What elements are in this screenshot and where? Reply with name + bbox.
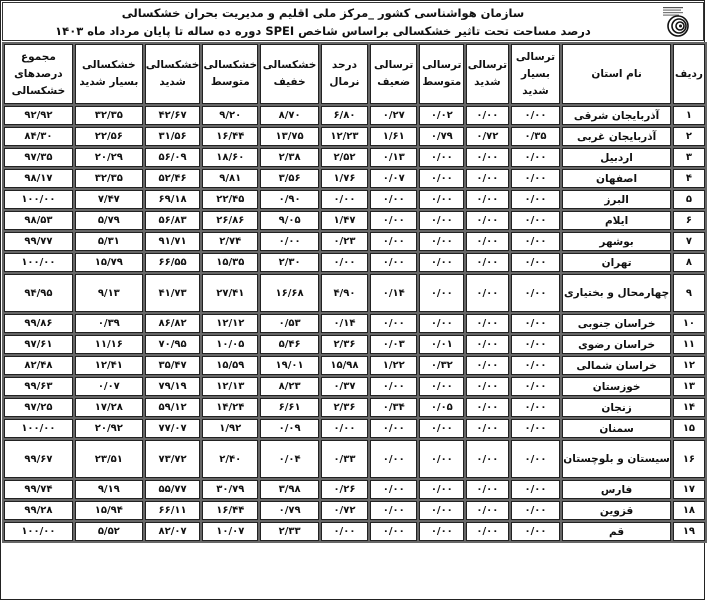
cell-very-severe-drought: ۲۲/۵۶: [75, 127, 143, 146]
cell-normal: ۶/۸۰: [321, 106, 368, 125]
col-total-drought: مجموع درصدهای خشکسالی: [4, 44, 73, 104]
table-row: [4, 190, 705, 209]
cell-mild-drought: ۸/۷۰: [260, 106, 319, 125]
cell-mild-drought: ۰/۰۴: [260, 440, 319, 478]
cell-moderate-drought: ۱۵/۳۵: [202, 253, 258, 272]
cell-weak-wet: ۰/۰۷: [370, 169, 418, 188]
cell-total-drought: ۸۴/۳۰: [4, 127, 73, 146]
cell-moderate-drought: ۹/۸۱: [202, 169, 258, 188]
cell-severe-drought: ۶۶/۱۱: [145, 501, 201, 520]
cell-weak-wet: ۰/۲۷: [370, 106, 418, 125]
cell-normal: ۱۲/۲۳: [321, 127, 368, 146]
province-name: خراسان جنوبی: [562, 314, 671, 333]
organization-title: سازمان هواشناسی کشور _مرکز ملی اقلیم و مدیریت بحران خشکسالی: [121, 6, 525, 20]
cell-severe-drought: ۸۲/۰۷: [145, 522, 201, 541]
cell-moderate-wet: ۰/۰۱: [419, 335, 464, 354]
cell-weak-wet: ۰/۰۰: [370, 440, 418, 478]
table-row: [4, 522, 705, 541]
province-name: آذربایجان شرقی: [562, 106, 671, 125]
province-name: خوزستان: [562, 377, 671, 396]
cell-very-severe-drought: ۰/۳۹: [75, 314, 143, 333]
cell-total-drought: ۹۸/۱۷: [4, 169, 73, 188]
cell-moderate-wet: ۰/۰۰: [419, 419, 464, 438]
cell-mild-drought: ۸/۲۳: [260, 377, 319, 396]
cell-very-severe-wet: ۰/۰۰: [511, 232, 561, 251]
table-row: [4, 127, 705, 146]
col-weak-wet: ترسالی ضعیف: [370, 44, 418, 104]
cell-normal: ۰/۱۴: [321, 314, 368, 333]
province-name: چهارمحال و بختیاری: [562, 274, 671, 312]
cell-very-severe-drought: ۱۵/۹۴: [75, 501, 143, 520]
cell-total-drought: ۹۹/۶۳: [4, 377, 73, 396]
province-name: بوشهر: [562, 232, 671, 251]
cell-severe-wet: ۰/۰۰: [466, 377, 509, 396]
col-row-number: ردیف: [673, 44, 705, 104]
cell-mild-drought: ۰/۹۰: [260, 190, 319, 209]
cell-severe-wet: ۰/۰۰: [466, 106, 509, 125]
cell-mild-drought: ۰/۷۹: [260, 501, 319, 520]
row-number: ۱۸: [673, 501, 705, 520]
table-row: [4, 356, 705, 375]
cell-moderate-wet: ۰/۰۰: [419, 253, 464, 272]
row-number: ۹: [673, 274, 705, 312]
drought-table: [2, 42, 707, 543]
cell-very-severe-wet: ۰/۳۵: [511, 127, 561, 146]
row-number: ۶: [673, 211, 705, 230]
cell-moderate-drought: ۱۲/۱۳: [202, 377, 258, 396]
cell-mild-drought: ۹/۰۵: [260, 211, 319, 230]
cell-very-severe-wet: ۰/۰۰: [511, 480, 561, 499]
cell-moderate-wet: ۰/۰۰: [419, 480, 464, 499]
cell-total-drought: ۹۷/۳۵: [4, 148, 73, 167]
table-row: [4, 480, 705, 499]
cell-severe-wet: ۰/۰۰: [466, 398, 509, 417]
cell-moderate-wet: ۰/۰۰: [419, 522, 464, 541]
cell-very-severe-drought: ۹/۱۹: [75, 480, 143, 499]
province-name: البرز: [562, 190, 671, 209]
cell-severe-drought: ۵۶/۰۹: [145, 148, 201, 167]
cell-normal: ۴/۹۰: [321, 274, 368, 312]
cell-very-severe-drought: ۷/۴۷: [75, 190, 143, 209]
cell-severe-drought: ۹۱/۷۱: [145, 232, 201, 251]
cell-very-severe-wet: ۰/۰۰: [511, 377, 561, 396]
cell-very-severe-wet: ۰/۰۰: [511, 106, 561, 125]
province-name: سیستان و بلوچستان: [562, 440, 671, 478]
cell-total-drought: ۹۹/۷۷: [4, 232, 73, 251]
cell-weak-wet: ۰/۰۰: [370, 211, 418, 230]
cell-severe-wet: ۰/۰۰: [466, 148, 509, 167]
cell-severe-wet: ۰/۰۰: [466, 314, 509, 333]
cell-very-severe-wet: ۰/۰۰: [511, 501, 561, 520]
cell-moderate-wet: ۰/۳۲: [419, 356, 464, 375]
cell-normal: ۰/۰۰: [321, 522, 368, 541]
cell-moderate-drought: ۱۰/۰۵: [202, 335, 258, 354]
cell-mild-drought: ۳/۹۸: [260, 480, 319, 499]
table-row: [4, 335, 705, 354]
cell-total-drought: ۱۰۰/۰۰: [4, 190, 73, 209]
cell-very-severe-wet: ۰/۰۰: [511, 211, 561, 230]
row-number: ۱۷: [673, 480, 705, 499]
row-number: ۱۰: [673, 314, 705, 333]
col-province: نام استان: [562, 44, 671, 104]
cell-mild-drought: ۱۶/۶۸: [260, 274, 319, 312]
cell-weak-wet: ۰/۳۴: [370, 398, 418, 417]
col-moderate-wet: ترسالی متوسط: [419, 44, 464, 104]
table-row: [4, 274, 705, 312]
cell-severe-drought: ۵۲/۴۶: [145, 169, 201, 188]
cell-weak-wet: ۰/۱۳: [370, 148, 418, 167]
cell-severe-drought: ۵۶/۸۳: [145, 211, 201, 230]
province-name: آذربایجان غربی: [562, 127, 671, 146]
cell-moderate-drought: ۱۵/۵۹: [202, 356, 258, 375]
col-severe-drought: خشکسالی شدید: [145, 44, 201, 104]
cell-mild-drought: ۰/۰۹: [260, 419, 319, 438]
cell-very-severe-wet: ۰/۰۰: [511, 274, 561, 312]
cell-normal: ۰/۰۰: [321, 419, 368, 438]
cell-total-drought: ۹۷/۲۵: [4, 398, 73, 417]
cell-normal: ۰/۳۷: [321, 377, 368, 396]
cell-total-drought: ۱۰۰/۰۰: [4, 253, 73, 272]
cell-normal: ۱۵/۹۸: [321, 356, 368, 375]
cell-mild-drought: ۲/۳۰: [260, 253, 319, 272]
cell-moderate-wet: ۰/۰۰: [419, 211, 464, 230]
cell-moderate-wet: ۰/۰۰: [419, 232, 464, 251]
cell-weak-wet: ۰/۰۰: [370, 253, 418, 272]
province-name: خراسان رضوی: [562, 335, 671, 354]
cell-severe-drought: ۸۶/۸۲: [145, 314, 201, 333]
cell-very-severe-wet: ۰/۰۰: [511, 190, 561, 209]
cell-very-severe-drought: ۵/۵۲: [75, 522, 143, 541]
table-row: [4, 314, 705, 333]
table-row: [4, 398, 705, 417]
table-row: [4, 377, 705, 396]
cell-severe-wet: ۰/۰۰: [466, 522, 509, 541]
row-number: ۵: [673, 190, 705, 209]
cell-very-severe-wet: ۰/۰۰: [511, 356, 561, 375]
cell-mild-drought: ۱۹/۰۱: [260, 356, 319, 375]
cell-moderate-wet: ۰/۰۵: [419, 398, 464, 417]
cell-very-severe-wet: ۰/۰۰: [511, 440, 561, 478]
cell-weak-wet: ۱/۲۲: [370, 356, 418, 375]
cell-severe-wet: ۰/۰۰: [466, 232, 509, 251]
row-number: ۱۲: [673, 356, 705, 375]
province-name: سمنان: [562, 419, 671, 438]
cell-mild-drought: ۱۳/۷۵: [260, 127, 319, 146]
cell-very-severe-drought: ۱۱/۱۶: [75, 335, 143, 354]
cell-very-severe-drought: ۲۰/۹۲: [75, 419, 143, 438]
cell-moderate-wet: ۰/۷۹: [419, 127, 464, 146]
cell-severe-wet: ۰/۰۰: [466, 440, 509, 478]
cell-total-drought: ۱۰۰/۰۰: [4, 419, 73, 438]
cell-moderate-drought: ۱۰/۰۷: [202, 522, 258, 541]
cell-severe-wet: ۰/۰۰: [466, 335, 509, 354]
table-row: [4, 232, 705, 251]
cell-moderate-drought: ۱۲/۱۲: [202, 314, 258, 333]
cell-moderate-drought: ۱۶/۴۴: [202, 501, 258, 520]
cell-weak-wet: ۰/۰۰: [370, 522, 418, 541]
cell-very-severe-drought: ۱۵/۷۹: [75, 253, 143, 272]
cell-very-severe-drought: ۲۰/۲۹: [75, 148, 143, 167]
col-moderate-drought: خشکسالی متوسط: [202, 44, 258, 104]
cell-very-severe-wet: ۰/۰۰: [511, 335, 561, 354]
province-name: قم: [562, 522, 671, 541]
cell-very-severe-wet: ۰/۰۰: [511, 314, 561, 333]
cell-severe-drought: ۷۰/۹۵: [145, 335, 201, 354]
cell-very-severe-drought: ۵/۳۱: [75, 232, 143, 251]
province-name: زنجان: [562, 398, 671, 417]
cell-weak-wet: ۰/۰۳: [370, 335, 418, 354]
col-mild-drought: خشکسالی خفیف: [260, 44, 319, 104]
table-row: [4, 440, 705, 478]
cell-moderate-drought: ۲/۴۰: [202, 440, 258, 478]
spiral-logo-icon: [661, 6, 691, 38]
cell-very-severe-wet: ۰/۰۰: [511, 398, 561, 417]
table-row: [4, 211, 705, 230]
cell-severe-wet: ۰/۰۰: [466, 211, 509, 230]
province-name: تهران: [562, 253, 671, 272]
cell-weak-wet: ۱/۶۱: [370, 127, 418, 146]
cell-severe-wet: ۰/۰۰: [466, 274, 509, 312]
cell-normal: ۰/۷۲: [321, 501, 368, 520]
cell-very-severe-drought: ۵/۷۹: [75, 211, 143, 230]
row-number: ۱۳: [673, 377, 705, 396]
cell-moderate-wet: ۰/۰۲: [419, 106, 464, 125]
table-body: [4, 106, 705, 541]
row-number: ۱۴: [673, 398, 705, 417]
cell-normal: ۰/۰۰: [321, 253, 368, 272]
cell-weak-wet: ۰/۰۰: [370, 419, 418, 438]
report-subtitle: درصد مساحت تحت تاثیر خشکسالی براساس شاخص SPEI دوره ده ساله تا پایان مرداد ماه ۱۴۰۳: [55, 24, 591, 38]
cell-mild-drought: ۲/۳۸: [260, 148, 319, 167]
col-very-severe-wet: ترسالی بسیار شدید: [511, 44, 561, 104]
cell-moderate-drought: ۲۷/۴۱: [202, 274, 258, 312]
province-name: خراسان شمالی: [562, 356, 671, 375]
cell-severe-wet: ۰/۰۰: [466, 480, 509, 499]
cell-weak-wet: ۰/۰۰: [370, 377, 418, 396]
cell-normal: ۲/۳۶: [321, 335, 368, 354]
cell-normal: ۰/۲۶: [321, 480, 368, 499]
cell-severe-wet: ۰/۰۰: [466, 419, 509, 438]
cell-severe-drought: ۴۱/۷۳: [145, 274, 201, 312]
province-name: ایلام: [562, 211, 671, 230]
cell-normal: ۱/۴۷: [321, 211, 368, 230]
cell-moderate-wet: ۰/۰۰: [419, 148, 464, 167]
col-very-severe-drought: خشکسالی بسیار شدید: [75, 44, 143, 104]
cell-moderate-wet: ۰/۰۰: [419, 274, 464, 312]
cell-severe-drought: ۶۶/۵۵: [145, 253, 201, 272]
cell-very-severe-wet: ۰/۰۰: [511, 148, 561, 167]
row-number: ۳: [673, 148, 705, 167]
province-name: فارس: [562, 480, 671, 499]
cell-total-drought: ۸۲/۴۸: [4, 356, 73, 375]
row-number: ۲: [673, 127, 705, 146]
cell-severe-wet: ۰/۰۰: [466, 190, 509, 209]
cell-weak-wet: ۰/۱۴: [370, 274, 418, 312]
cell-moderate-wet: ۰/۰۰: [419, 501, 464, 520]
cell-mild-drought: ۶/۶۱: [260, 398, 319, 417]
cell-moderate-drought: ۲۲/۴۵: [202, 190, 258, 209]
cell-severe-drought: ۶۹/۱۸: [145, 190, 201, 209]
cell-mild-drought: ۵/۴۶: [260, 335, 319, 354]
cell-normal: ۲/۵۲: [321, 148, 368, 167]
cell-very-severe-drought: ۲۳/۵۱: [75, 440, 143, 478]
cell-moderate-drought: ۳۰/۷۹: [202, 480, 258, 499]
cell-severe-drought: ۷۷/۰۷: [145, 419, 201, 438]
cell-moderate-wet: ۰/۰۰: [419, 314, 464, 333]
province-name: اصفهان: [562, 169, 671, 188]
cell-total-drought: ۹۹/۶۷: [4, 440, 73, 478]
cell-normal: ۱/۷۶: [321, 169, 368, 188]
cell-very-severe-drought: ۳۲/۳۵: [75, 169, 143, 188]
table-row: [4, 419, 705, 438]
cell-total-drought: ۹۹/۷۴: [4, 480, 73, 499]
cell-severe-wet: ۰/۰۰: [466, 356, 509, 375]
province-name: قزوین: [562, 501, 671, 520]
cell-total-drought: ۹۲/۹۲: [4, 106, 73, 125]
cell-very-severe-wet: ۰/۰۰: [511, 253, 561, 272]
row-number: ۱۵: [673, 419, 705, 438]
province-name: اردبیل: [562, 148, 671, 167]
cell-total-drought: ۹۹/۲۸: [4, 501, 73, 520]
cell-very-severe-wet: ۰/۰۰: [511, 522, 561, 541]
cell-severe-wet: ۰/۰۰: [466, 501, 509, 520]
cell-moderate-drought: ۹/۲۰: [202, 106, 258, 125]
cell-total-drought: ۹۴/۹۵: [4, 274, 73, 312]
cell-moderate-wet: ۰/۰۰: [419, 169, 464, 188]
cell-normal: ۰/۲۳: [321, 232, 368, 251]
cell-weak-wet: ۰/۰۰: [370, 190, 418, 209]
cell-severe-drought: ۵۵/۷۷: [145, 480, 201, 499]
cell-weak-wet: ۰/۰۰: [370, 314, 418, 333]
cell-very-severe-drought: ۱۲/۴۱: [75, 356, 143, 375]
row-number: ۷: [673, 232, 705, 251]
cell-very-severe-wet: ۰/۰۰: [511, 169, 561, 188]
table-row: [4, 148, 705, 167]
cell-very-severe-drought: ۱۷/۲۸: [75, 398, 143, 417]
cell-mild-drought: ۳/۵۶: [260, 169, 319, 188]
cell-severe-drought: ۴۲/۶۷: [145, 106, 201, 125]
row-number: ۱۱: [673, 335, 705, 354]
cell-severe-drought: ۷۹/۱۹: [145, 377, 201, 396]
cell-total-drought: ۹۸/۵۳: [4, 211, 73, 230]
cell-severe-wet: ۰/۷۲: [466, 127, 509, 146]
row-number: ۴: [673, 169, 705, 188]
header-row: [4, 44, 705, 104]
cell-moderate-drought: ۱۶/۴۴: [202, 127, 258, 146]
table-row: [4, 501, 705, 520]
cell-weak-wet: ۰/۰۰: [370, 480, 418, 499]
cell-moderate-drought: ۲/۷۴: [202, 232, 258, 251]
cell-moderate-wet: ۰/۰۰: [419, 440, 464, 478]
report-header: [2, 2, 704, 41]
cell-total-drought: ۹۹/۸۶: [4, 314, 73, 333]
col-severe-wet: ترسالی شدید: [466, 44, 509, 104]
row-number: ۱: [673, 106, 705, 125]
cell-moderate-drought: ۱۸/۶۰: [202, 148, 258, 167]
cell-severe-wet: ۰/۰۰: [466, 169, 509, 188]
cell-moderate-wet: ۰/۰۰: [419, 377, 464, 396]
cell-very-severe-drought: ۰/۰۷: [75, 377, 143, 396]
row-number: ۱۶: [673, 440, 705, 478]
cell-severe-drought: ۵۹/۱۲: [145, 398, 201, 417]
col-normal: درحد نرمال: [321, 44, 368, 104]
cell-severe-drought: ۳۵/۴۷: [145, 356, 201, 375]
cell-severe-drought: ۳۱/۵۶: [145, 127, 201, 146]
cell-very-severe-drought: ۳۲/۳۵: [75, 106, 143, 125]
cell-moderate-drought: ۱/۹۲: [202, 419, 258, 438]
cell-normal: ۰/۰۰: [321, 190, 368, 209]
cell-weak-wet: ۰/۰۰: [370, 501, 418, 520]
cell-mild-drought: ۰/۰۰: [260, 232, 319, 251]
cell-severe-wet: ۰/۰۰: [466, 253, 509, 272]
cell-moderate-wet: ۰/۰۰: [419, 190, 464, 209]
table-row: [4, 106, 705, 125]
cell-very-severe-drought: ۹/۱۳: [75, 274, 143, 312]
cell-severe-drought: ۷۳/۷۲: [145, 440, 201, 478]
cell-normal: ۰/۳۳: [321, 440, 368, 478]
cell-total-drought: ۱۰۰/۰۰: [4, 522, 73, 541]
cell-moderate-drought: ۱۴/۲۴: [202, 398, 258, 417]
cell-mild-drought: ۰/۵۳: [260, 314, 319, 333]
cell-normal: ۲/۳۶: [321, 398, 368, 417]
row-number: ۸: [673, 253, 705, 272]
cell-mild-drought: ۲/۳۳: [260, 522, 319, 541]
row-number: ۱۹: [673, 522, 705, 541]
cell-very-severe-wet: ۰/۰۰: [511, 419, 561, 438]
table-row: [4, 169, 705, 188]
table-row: [4, 253, 705, 272]
cell-moderate-drought: ۲۶/۸۶: [202, 211, 258, 230]
cell-weak-wet: ۰/۰۰: [370, 232, 418, 251]
cell-total-drought: ۹۷/۶۱: [4, 335, 73, 354]
